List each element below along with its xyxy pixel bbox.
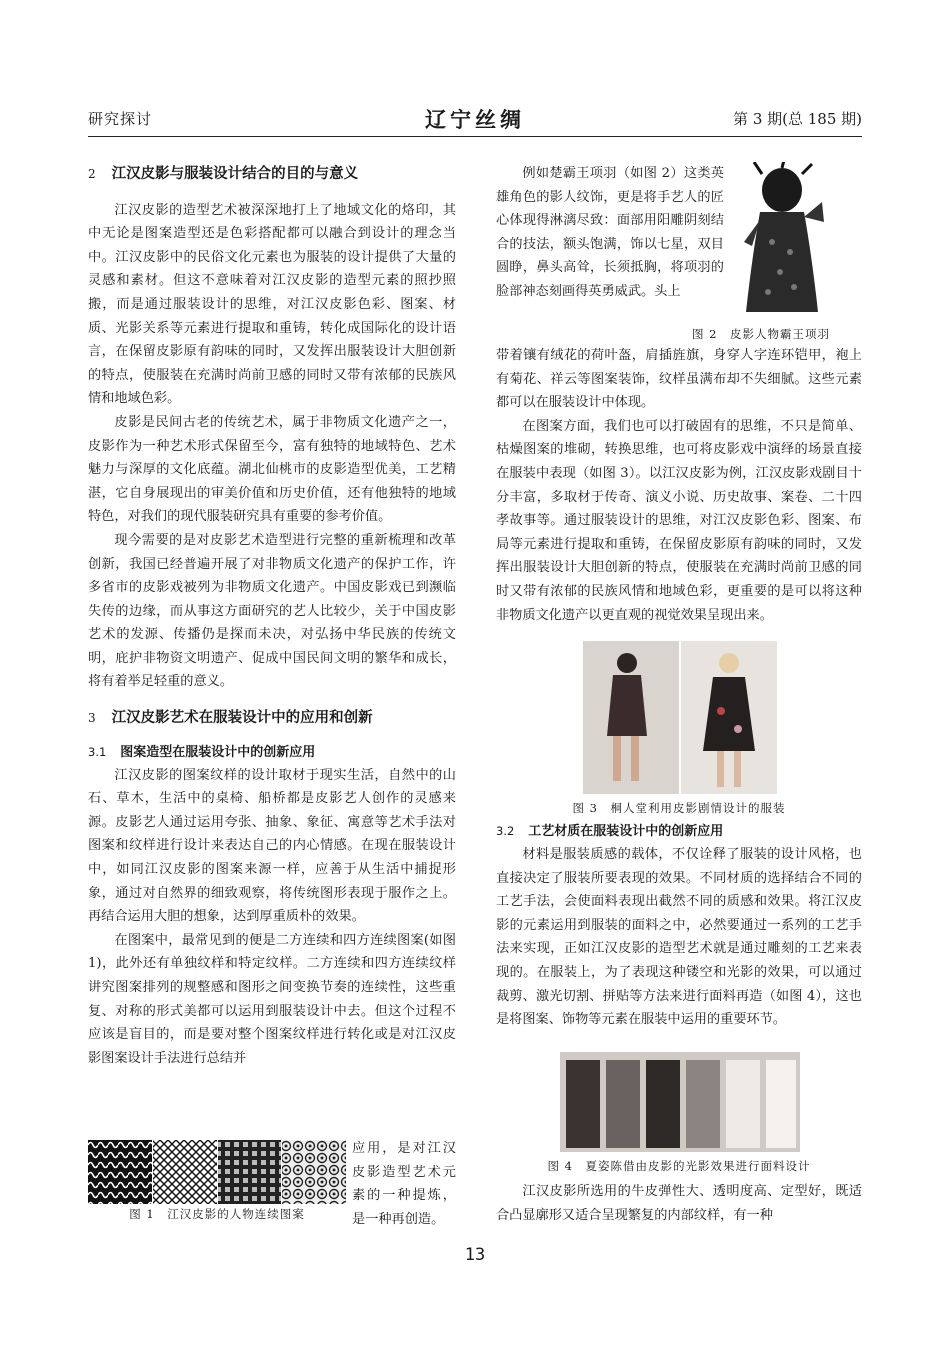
paragraph: 材料是服装质感的载体，不仅诠释了服装的设计风格，也直接决定了服装所要表现的效果。不同材质的选择结合不同的工艺手法，会使面料表现出截然不同的质感和效果。将江汉皮影的元素运用到服装的面料之中，必然要通过一系列的工艺手法来实现，正如江汉皮影的造型艺术就是通过雕刻的工艺来表现的。在服装上，为了表现这种镂空和光影的效果，可以通过裁剪、激光切割、拼贴等方法来进行面料再造（如图 4），这也是将图案、饰物等元素在服装中运用的重要环节。 <box>496 847 862 1028</box>
page-number: 13 <box>464 1245 486 1265</box>
left-column <box>88 162 456 1070</box>
section-label: 研究探讨 <box>88 110 153 128</box>
paragraph: 现今需要的是对皮影艺术造型进行完整的重新梳理和改革创新，我国已经普遍开展了对非物质文化遗产的保护工作，许多省市的皮影戏被列为非物质文化遗产。中国皮影戏已到濒临失传的边缘，而从事这方面研究的艺人比较少，关于中国皮影艺术的发源、传播仍是探而未决，对弘扬中华民族的传统文明，庇护非物资文明遗产、促成中国民间文明的繁华和成长，将有着举足轻重的意义。 <box>88 532 456 690</box>
paragraph: 江汉皮影所选用的牛皮弹性大、透明度高、定型好，既适合凸显廓形又适合呈现繁复的内部纹样，有一种 <box>496 1184 862 1223</box>
section-3-title: 江汉皮影艺术在服装设计中的应用和创新 <box>111 709 373 727</box>
figure-4-image <box>560 1052 800 1152</box>
section-3-1-title: 图案造型在服装设计中的创新应用 <box>120 744 316 760</box>
right-column <box>496 344 862 627</box>
wrap-text-column <box>352 1137 456 1231</box>
figure-4-caption: 图 4 夏姿陈借由皮影的光影效果进行面料设计 <box>547 1159 811 1173</box>
figure-3-image <box>583 641 777 794</box>
fashion-models-row <box>560 1052 800 1152</box>
figure-3-caption: 图 3 桐人堂利用皮影剧情设计的服装 <box>572 801 786 815</box>
section-3-1-heading <box>88 741 456 764</box>
section-3-2-number: 3.2 <box>496 824 515 838</box>
right-column-top <box>496 162 724 304</box>
right-column-lower <box>496 820 862 1032</box>
issue-label: 第 3 期(总 185 期) <box>733 110 862 128</box>
journal-title: 辽宁丝绸 <box>425 107 525 132</box>
paragraph: 皮影是民间古老的传统艺术，属于非物质文化遗产之一，皮影作为一种艺术形式保留至今，富有独特的地域特色、艺术魅力与深厚的文化底蕴。湖北仙桃市的皮影造型优美，工艺精湛，它自身展现出的审美价值和历史价值，还有他独特的地域特色，对我们的现代服装研究具有重要的参考价值。 <box>88 414 456 525</box>
paragraph: 例如楚霸王项羽（如图 2）这类英雄角色的影人纹饰，更是将手艺人的匠心体现得淋漓尽致：面部用阳雕阴刻结合的技法，额头饱满，饰以七星，双目圆睁，鼻头高耸，长须抵胸，将项羽的脸部神态刻画得英勇威武。头上 <box>496 166 724 299</box>
paragraph: 应用，是对江汉皮影造型艺术元素的一种提炼，是一种再创造。 <box>352 1141 456 1227</box>
paragraph: 江汉皮影的造型艺术被深深地打上了地域文化的烙印，其中无论是图案造型还是色彩搭配都可以融合到设计的理念当中。江汉皮影中的民俗文化元素也为服装的设计提供了大量的灵感和素材。但这不意味着对江汉皮影的造型元素的照抄照搬，而是通过服装设计的思维，对江汉皮影色彩、图案、材质、光影关系等元素进行提取和重铸，转化成国际化的设计语言，在保留皮影原有韵味的同时，又发挥出服装设计大胆创新的特点，使服装在充满时尚前卫感的同时又带有浓郁的民族风情和地域色彩。 <box>88 202 456 407</box>
fashion-photos <box>583 641 777 794</box>
paragraph: 江汉皮影的图案纹样的设计取材于现实生活，自然中的山石、草木，生活中的桌椅、船桥都是皮影艺人创作的灵感来源。皮影艺人通过运用夸张、抽象、象征、寓意等艺术手法对图案和纹样进行设计来表达自己的内心情感。在现在服装设计中，如同江汉皮影的图案来源一样，应善于从生活中捕捉形象，通过对自然界的细致观察，将传统图形表现于服作之上。再结合运用大胆的想象，达到厚重质朴的效果。 <box>88 767 456 925</box>
section-3-2-title: 工艺材质在服装设计中的创新应用 <box>528 824 724 839</box>
section-3-2-heading <box>496 820 862 843</box>
section-2-heading <box>88 162 456 187</box>
figure-1-image <box>88 1140 346 1204</box>
paragraph: 在图案方面，我们也可以打破固有的思维，不只是简单、枯燥图案的堆砌，转换思维，也可将皮影戏中演绎的场景直接在服装中表现（如图 3）。以江汉皮影为例，江汉皮影戏剧目十分丰富，多取材于传奇、演义小说、历史故事、案卷、二十四孝故事等。通过服装设计的思维，对江汉皮影色彩、图案、布局等元素进行提取和重铸，在保留皮影原有韵味的同时，又发挥出服装设计大胆创新的特点，使服装在充满时尚前卫感的同时又带有浓郁的民族风情和地域色彩，更重要的是可以将这种非物质文化遗产以更直观的视觉效果呈现出来。 <box>496 418 862 623</box>
shadow-puppet-figure <box>732 162 832 324</box>
figure-2-image <box>732 162 832 324</box>
section-2-number: 2 <box>88 167 96 181</box>
right-column-end <box>496 1180 862 1227</box>
section-3-heading <box>88 706 456 731</box>
paragraph: 在图案中，最常见到的便是二方连续和四方连续图案(如图 1)，此外还有单独纹样和特定纹样。二方连续和四方连续纹样讲究图案排列的规整感和图形之间变换节奏的连续性，这些重复、对称的形式美都可以运用到服装设计中去。但这个过程不应该是盲目的，而是要对整个图案纹样进行转化或是对江汉皮影图案设计手法进行总结并 <box>88 932 456 1066</box>
figure-1-caption: 图 1 江汉皮影的人物连续图案 <box>129 1207 305 1221</box>
section-3-1-number: 3.1 <box>88 744 107 759</box>
paragraph: 带着镶有绒花的荷叶盔，肩插旌旗，身穿人字连环铠甲，袍上有菊花、祥云等图案装饰，纹样虽满布却不失细腻。这些元素都可以在服装设计中体现。 <box>496 348 862 411</box>
section-2-title: 江汉皮影与服装设计结合的目的与意义 <box>111 165 359 182</box>
section-3-number: 3 <box>88 711 96 726</box>
page-header <box>88 106 862 136</box>
figure-2-caption: 图 2 皮影人物霸王项羽 <box>692 327 830 341</box>
header-rule <box>88 136 862 137</box>
pattern-strip <box>88 1140 346 1204</box>
